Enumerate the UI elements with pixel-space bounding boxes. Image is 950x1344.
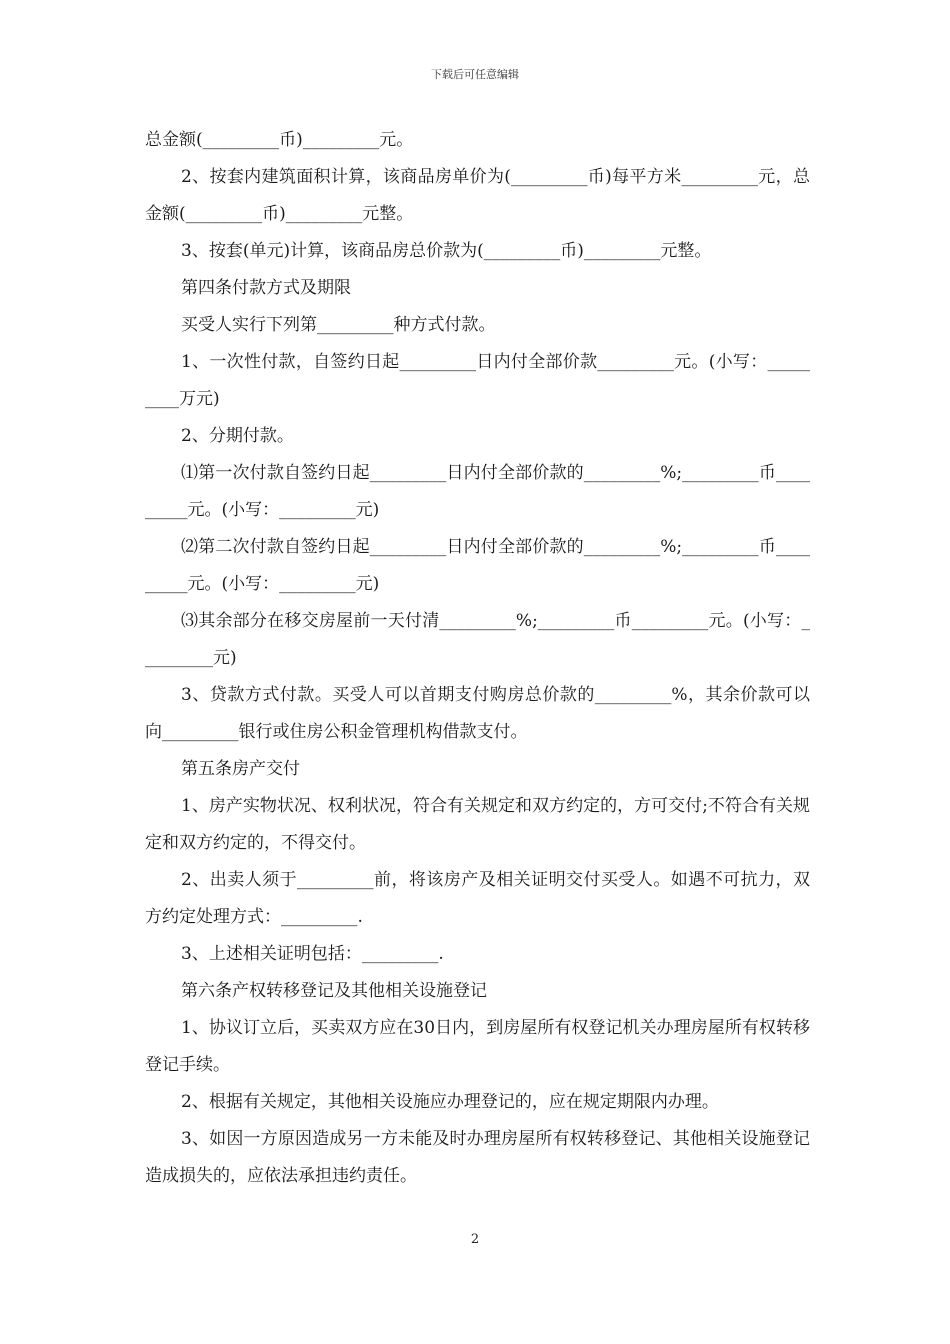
paragraph-delivery-deadline: 2、出卖人须于_________前，将该房产及相关证明交付买受人。如遇不可抗力，双方约定处理方式：_________. bbox=[145, 870, 810, 927]
paragraph-price-by-unit: 3、按套(单元)计算，该商品房总价款为(_________币)_________元整。 bbox=[181, 241, 712, 261]
paragraph-installment-heading: 2、分期付款。 bbox=[181, 426, 294, 446]
article-four-heading: 第四条付款方式及期限 bbox=[181, 278, 351, 298]
article-six-heading: 第六条产权转移登记及其他相关设施登记 bbox=[181, 981, 487, 1001]
page-number: 2 bbox=[470, 1232, 480, 1247]
document-body bbox=[145, 122, 810, 1195]
paragraph-facility-registration: 2、根据有关规定，其他相关设施应办理登记的，应在规定期限内办理。 bbox=[181, 1092, 719, 1112]
paragraph-transfer-registration: 1、协议订立后，买卖双方应在30日内，到房屋所有权登记机关办理房屋所有权转移登记手续。 bbox=[145, 1018, 810, 1075]
download-note-header: 下载后可任意编辑 bbox=[431, 68, 519, 81]
article-five-heading: 第五条房产交付 bbox=[181, 759, 300, 779]
paragraph-payment-choice: 买受人实行下列第_________种方式付款。 bbox=[181, 315, 496, 335]
paragraph-related-certificates: 3、上述相关证明包括：_________. bbox=[181, 944, 444, 964]
paragraph-liability: 3、如因一方原因造成另一方未能及时办理房屋所有权转移登记、其他相关设施登记造成损失的，应依法承担违约责任。 bbox=[145, 1129, 810, 1186]
paragraph-loan-payment: 3、贷款方式付款。买受人可以首期支付购房总价款的_________%，其余价款可以向_________银行或住房公积金管理机构借款支付。 bbox=[145, 685, 810, 742]
paragraph-delivery-conditions: 1、房产实物状况、权利状况，符合有关规定和双方约定的，方可交付;不符合有关规定和双方约定的，不得交付。 bbox=[145, 796, 810, 853]
paragraph-first-installment: ⑴第一次付款自签约日起_________日内付全部价款的_________%;_________币_________元。(小写：_________元) bbox=[145, 463, 810, 520]
paragraph-remaining-installment: ⑶其余部分在移交房屋前一天付清_________%;_________币_________元。(小写：_________元) bbox=[145, 611, 810, 668]
paragraph-lump-sum-payment: 1、一次性付款，自签约日起_________日内付全部价款_________元。(小写：_________万元) bbox=[145, 352, 810, 409]
paragraph-price-by-inner-area: 2、按套内建筑面积计算，该商品房单价为(_________币)每平方米_________元，总金额(_________币)_________元整。 bbox=[145, 167, 810, 224]
paragraph-total-amount: 总金额(_________币)_________元。 bbox=[145, 130, 414, 150]
paragraph-second-installment: ⑵第二次付款自签约日起_________日内付全部价款的_________%;_________币_________元。(小写：_________元) bbox=[145, 537, 810, 594]
